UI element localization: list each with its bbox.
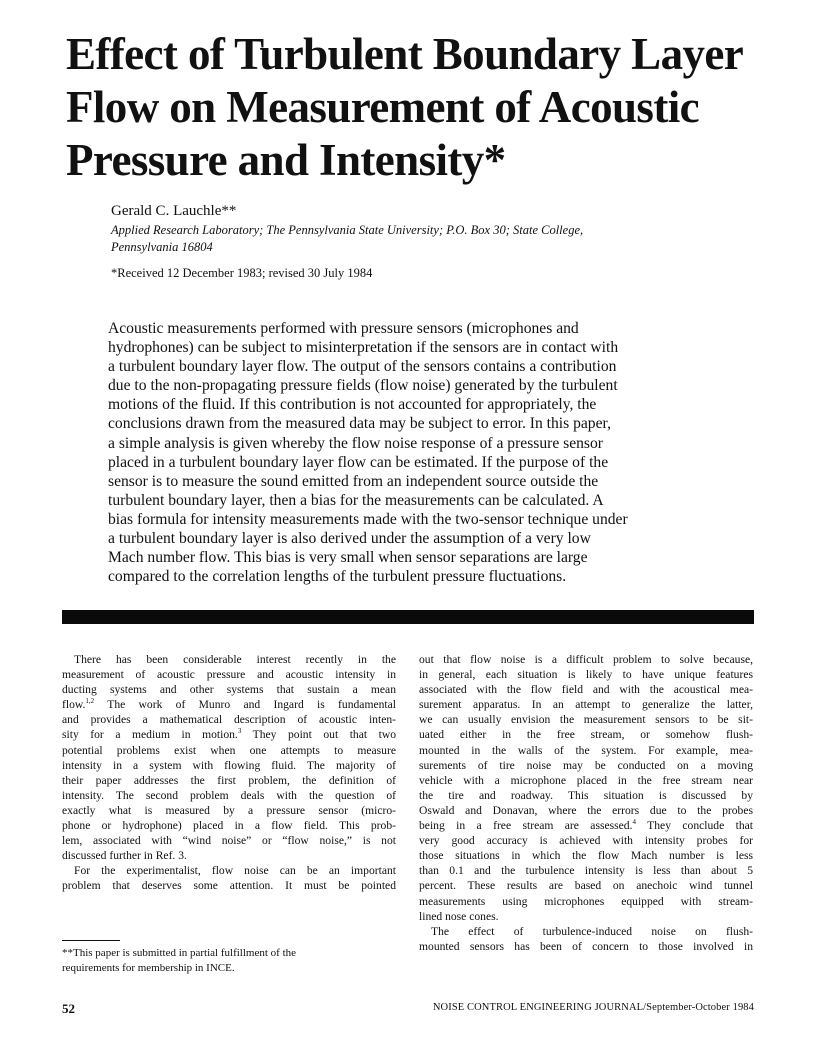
body-line: intensity. The second problem deals with the question of	[62, 788, 396, 802]
abstract-line: hydrophones) can be subject to misinterpretation if the sensors are in contact with	[108, 339, 619, 357]
body-text: being in a free stream are assessed.	[419, 819, 633, 833]
abstract-line: motions of the fluid. If this contribution is not accounted for appropriately, the	[108, 396, 597, 414]
affiliation-line: Pennsylvania 16804	[111, 240, 213, 254]
title-line: Pressure and Intensity*	[66, 135, 506, 185]
body-line: we can usually envision the measurement sensors to be sit-	[419, 713, 753, 727]
body-line: potential problems exist when one attempts to measure	[62, 743, 396, 757]
body-line: lem, associated with “wind noise” or “flow noise,” is not	[62, 834, 396, 848]
body-text: They conclude that	[636, 819, 754, 833]
body-line: their paper addresses the first problem, the definition of	[62, 773, 396, 787]
paper-title	[66, 28, 786, 187]
body-text: The work of Munro and Ingard is fundamental	[94, 698, 396, 712]
body-line: discussed further in Ref. 3.	[62, 849, 187, 863]
body-line: intensity in a system with flowing fluid. The majority of	[62, 758, 396, 772]
body-line: and provides a mathematical description of acoustic inten-	[62, 713, 396, 727]
abstract-line: Acoustic measurements performed with pressure sensors (microphones and	[108, 320, 579, 337]
abstract-line: placed in a turbulent boundary layer flow can be estimated. If the purpose of the	[108, 453, 609, 471]
body-line	[62, 697, 396, 712]
author-name: Gerald C. Lauchle**	[111, 203, 237, 219]
body-line: surements of tire noise may be conducted on a moving	[419, 758, 753, 772]
body-line: those situations in which the flow Mach number is less	[419, 849, 753, 863]
abstract-line: a simple analysis is given whereby the flow noise response of a pressure sensor	[108, 434, 603, 452]
abstract-line: due to the non-propagating pressure fields (flow noise) generated by the turbulent	[108, 377, 618, 395]
body-line: mounted in the walls of the system. For example, mea-	[419, 743, 753, 757]
body-line	[419, 818, 753, 833]
title-line: Flow on Measurement of Acoustic	[66, 82, 699, 132]
body-line: measurement of acoustic pressure and acoustic intensity in	[62, 668, 396, 682]
body-line: vehicle with a microphone placed in the free stream near	[419, 773, 753, 787]
body-line: For the experimentalist, flow noise can be an important	[74, 864, 396, 878]
body-line: very good accuracy is achieved with intensity probes for	[419, 834, 753, 848]
body-line: mounted sensors has been of concern to those involved in	[419, 939, 753, 953]
body-line: associated with the flow field and with the acoustical mea-	[419, 683, 753, 697]
body-line: measurements using microphones equipped with stream-	[419, 894, 753, 908]
body-text: flow.	[62, 698, 86, 712]
footnote-line: requirements for membership in INCE.	[62, 961, 235, 974]
body-line: ducting systems and other systems that sustain a mean	[62, 683, 396, 697]
citation-ref: 1,2	[85, 697, 95, 706]
body-line: problem that deserves some attention. It must be pointed	[62, 879, 396, 893]
body-line: There has been considerable interest recently in the	[74, 653, 396, 666]
body-line: surement apparatus. In an attempt to generalize the latter,	[419, 698, 753, 712]
section-divider-bar	[62, 610, 754, 624]
received-dates: *Received 12 December 1983; revised 30 July 1984	[111, 266, 373, 280]
body-line: lined nose cones.	[419, 909, 499, 923]
body-line: in general, each situation is likely to have unique features	[419, 668, 753, 682]
body-line: Oswald and Donavan, where the errors due to the probes	[419, 803, 753, 817]
body-column-left	[62, 652, 396, 894]
footnote	[62, 946, 392, 975]
abstract-line: turbulent boundary layer, then a bias for the measurements can be calculated. A	[108, 491, 604, 509]
journal-footer: NOISE CONTROL ENGINEERING JOURNAL/September-October 1984	[432, 1002, 754, 1013]
citation-ref: 3	[237, 727, 242, 736]
abstract	[108, 319, 688, 586]
citation-ref: 4	[632, 818, 636, 827]
footnote-rule	[62, 940, 120, 941]
abstract-line: sensor is to measure the sound emitted from an independent source outside the	[108, 472, 599, 490]
body-line: The effect of turbulence-induced noise on flush-	[431, 924, 753, 938]
body-line: out that flow noise is a difficult problem to solve because,	[419, 653, 753, 666]
footnote-line: **This paper is submitted in partial fulfillment of the	[62, 947, 297, 959]
body-line: than 0.1 and the turbulence intensity is less than about 5	[419, 864, 753, 878]
body-line: the tire and roadway. This situation is discussed by	[419, 788, 753, 802]
title-line: Effect of Turbulent Boundary Layer	[66, 29, 744, 79]
abstract-line: bias formula for intensity measurements made with the two-sensor technique under	[108, 510, 628, 528]
body-line: phone or hydrophone) placed in a flow field. This prob-	[62, 819, 396, 833]
author-affiliation	[111, 222, 671, 256]
abstract-line: Mach number flow. This bias is very small when sensor separations are large	[108, 549, 588, 567]
body-text: sity for a medium in motion.	[62, 728, 238, 742]
abstract-line: a turbulent boundary layer flow. The output of the sensors contains a contribution	[108, 358, 617, 376]
abstract-line: a turbulent boundary layer is also derived under the assumption of a very low	[108, 530, 591, 548]
body-text: They point out that two	[241, 728, 397, 742]
abstract-line: compared to the correlation lengths of the turbulent pressure fluctuations.	[108, 568, 567, 586]
body-line	[62, 727, 396, 742]
body-line: percent. These results are based on anechoic wind tunnel	[419, 879, 753, 893]
body-column-right	[419, 652, 753, 954]
body-line: uated either in the free stream, or somehow flush-	[419, 728, 753, 742]
body-line: exactly what is measured by a pressure sensor (micro-	[62, 803, 396, 817]
abstract-line: conclusions drawn from the measured data may be subject to error. In this paper,	[108, 415, 611, 433]
page-number: 52	[62, 1001, 75, 1016]
affiliation-line: Applied Research Laboratory; The Pennsylvania State University; P.O. Box 30; State College,	[111, 223, 584, 237]
